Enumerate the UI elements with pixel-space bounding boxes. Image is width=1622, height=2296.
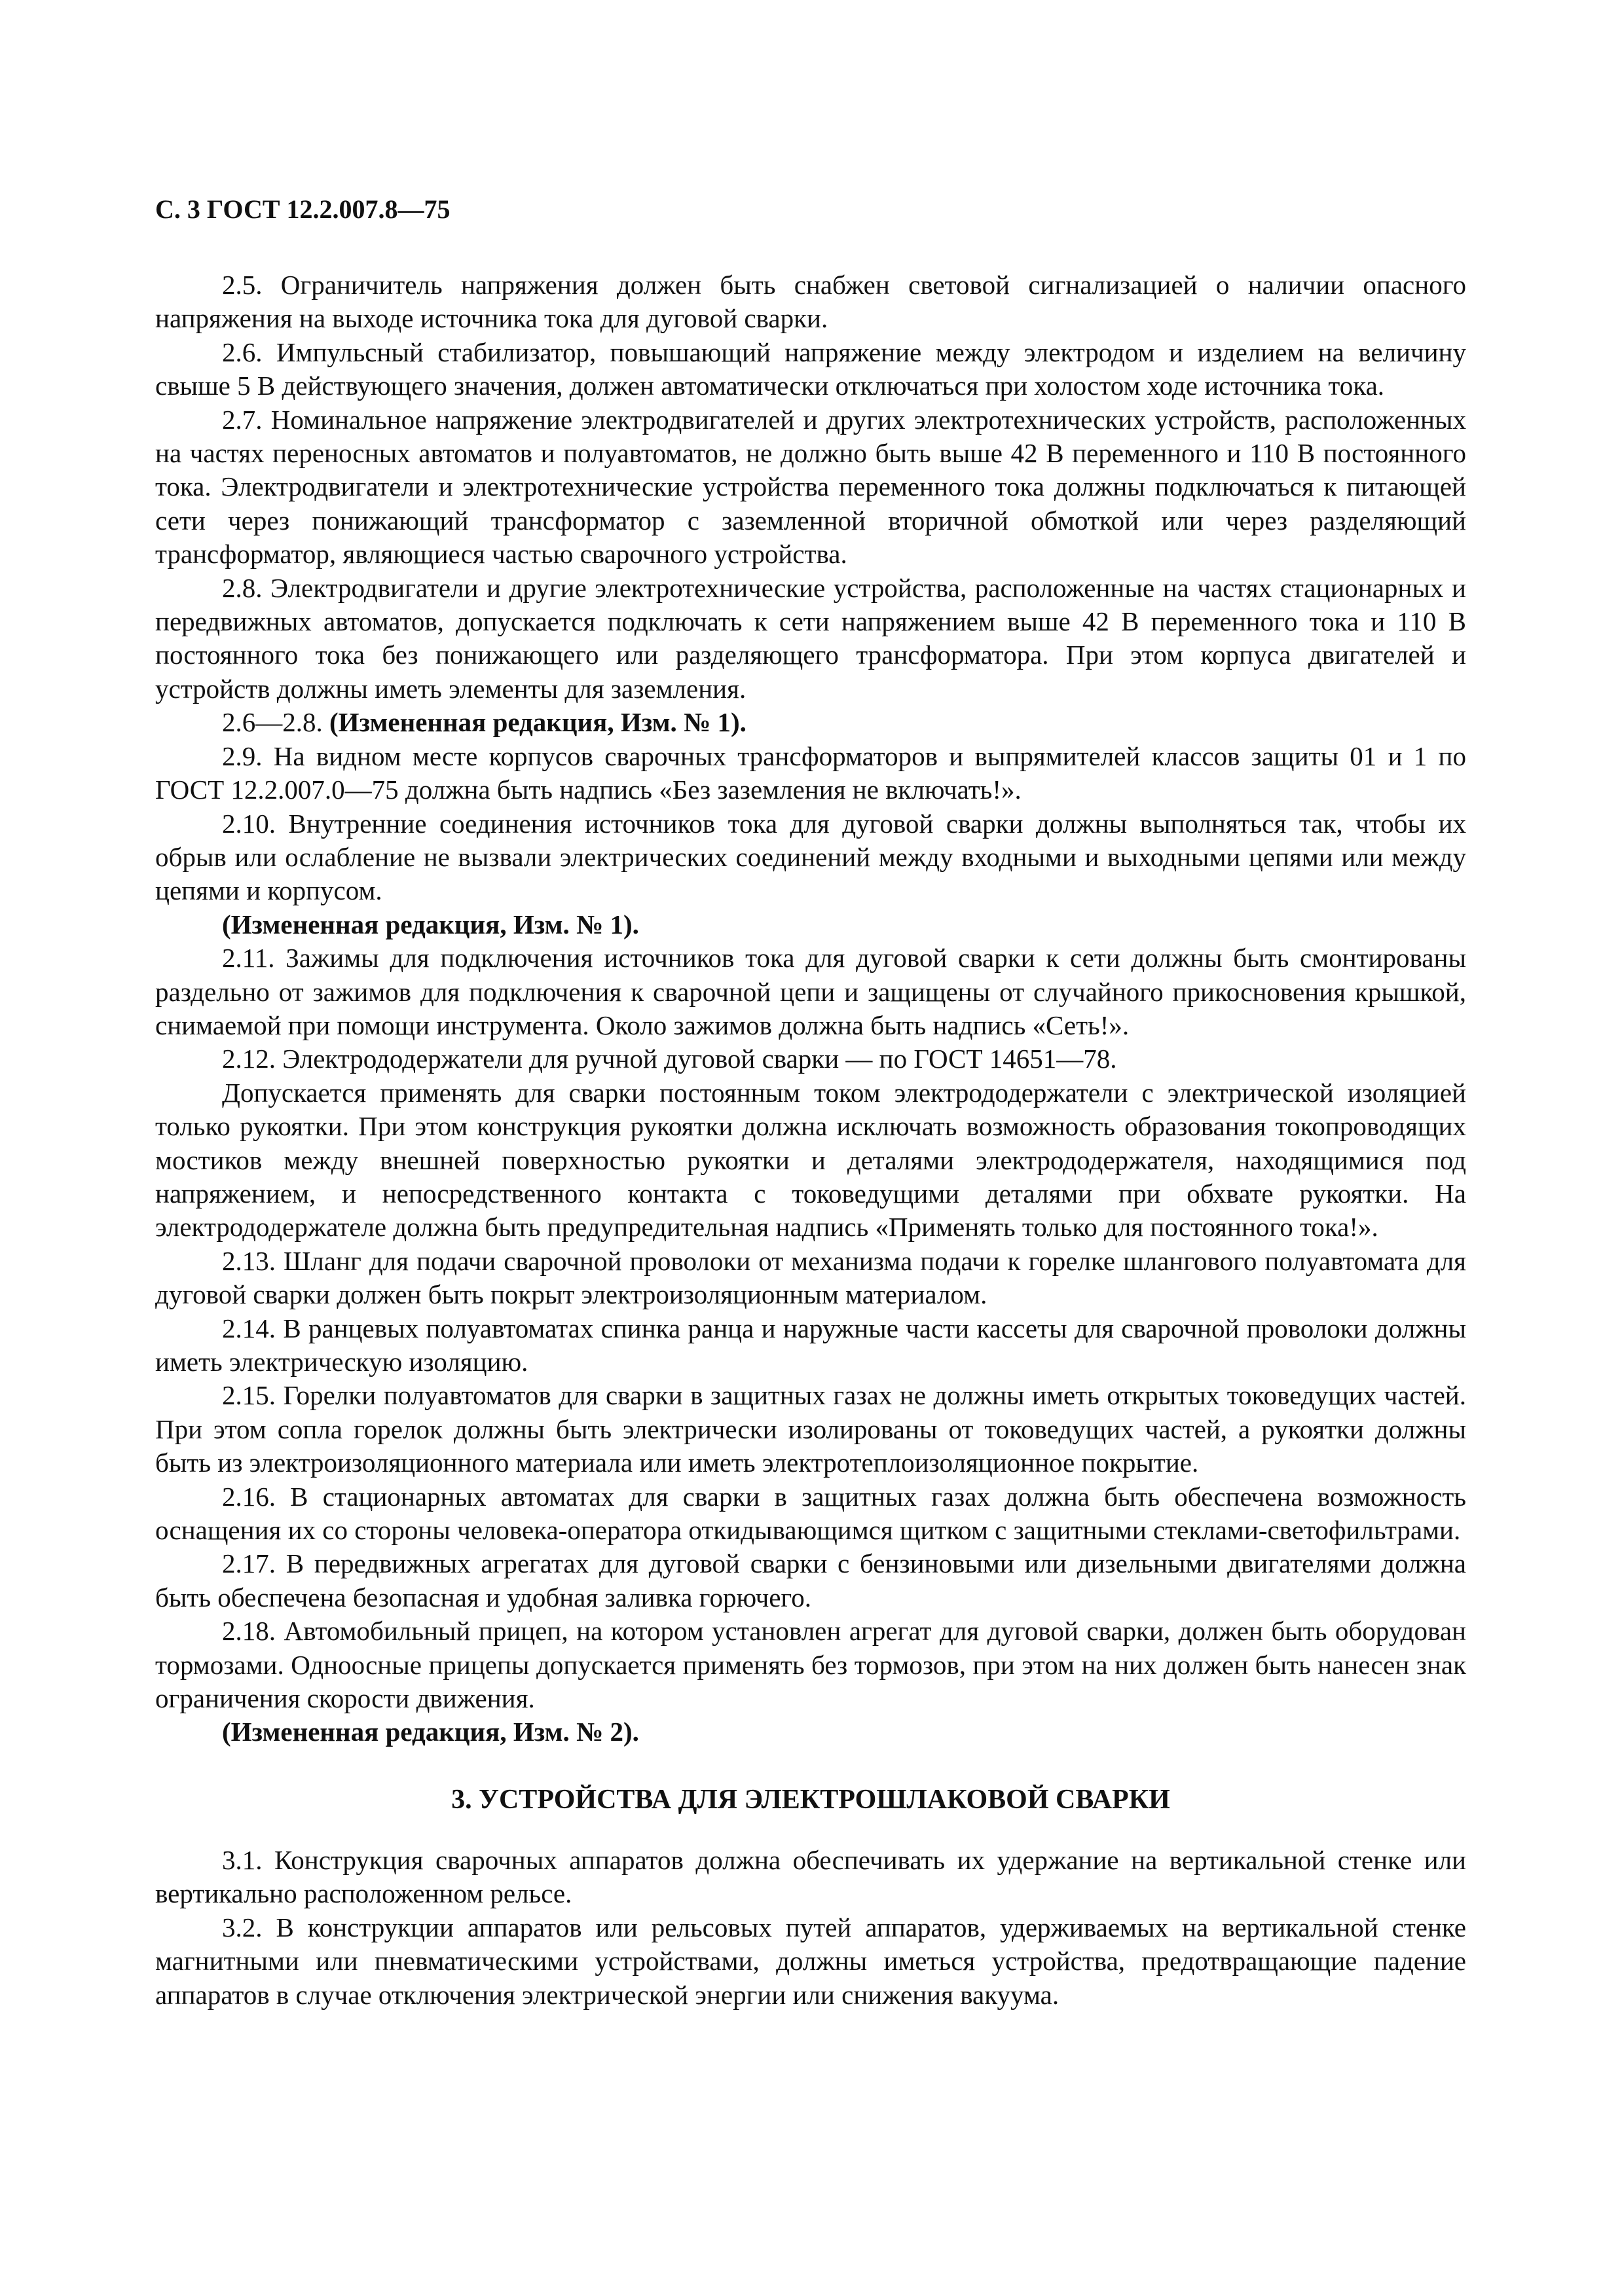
paragraph: 2.12. Электрододержатели для ручной дуговой сварки — по ГОСТ 14651—78.	[222, 1044, 1117, 1074]
revision-note: 2.6—2.8. (Измененная редакция, Изм. № 1).	[222, 707, 746, 738]
paragraph: 2.10. Внутренние соединения источников тока для дуговой сварки должны выполняться так, чтобы их обрыв или ослабление не вызвали электрических соединений между входными и выходными цепями или между цепями и корпусом.	[155, 808, 1466, 906]
paragraph: 2.6. Импульсный стабилизатор, повышающий напряжение между электродом и изделием на величину свыше 5 В действующего значения, должен автоматически отключаться при холостом ходе источника тока.	[155, 337, 1466, 401]
paragraph: 2.14. В ранцевых полуавтоматах спинка ранца и наружные части кассеты для сварочной проволоки должны иметь электрическую изоляцию.	[155, 1313, 1466, 1377]
paragraph: 2.8. Электродвигатели и другие электротехнические устройства, расположенные на частях стационарных и передвижных автоматов, допускается подключать к сети напряжением выше 42 В переменного тока и 110 В постоянного тока без понижающего или разделяющего трансформатора. При этом корпуса двигателей и устройств должны иметь элементы для заземления.	[155, 572, 1466, 704]
paragraph: 3.1. Конструкция сварочных аппаратов должна обеспечивать их удержание на вертикальной стенке или вертикально расположенном рельсе.	[155, 1844, 1466, 1909]
revision-note: (Измененная редакция, Изм. № 2).	[222, 1717, 639, 1747]
paragraph: 2.16. В стационарных автоматах для сварки в защитных газах должна быть обеспечена возможность оснащения их со стороны человека-оператора откидывающимся щитком с защитными стеклами-светофильтрами.	[155, 1481, 1466, 1546]
page-header: С. 3 ГОСТ 12.2.007.8—75	[155, 194, 451, 224]
paragraph: Допускается применять для сварки постоянным током электрододержатели с электрической изоляцией только рукоятки. При этом конструкция рукоятки должна исключать возможность образования токопроводящих мостиков между внешней поверхностью рукоятки и деталями электрододержателя, находящимися под напряжением, и непосредственного контакта с токоведущими деталями при обхвате рукоятки. На электрододержателе должна быть предупредительная надпись «Применять только для постоянного тока!».	[155, 1077, 1466, 1243]
paragraph: 2.7. Номинальное напряжение электродвигателей и других электротехнических устройств, расположенных на частях переносных автоматов и полуавтоматов, не должно быть выше 42 В переменного и 110 В постоянного тока. Электродвигатели и электротехнические устройства переменного тока должны подключаться к питающей сети через понижающий трансформатор с заземленной вторичной обмоткой или через разделяющий трансформатор, являющиеся частью сварочного устройства.	[155, 404, 1466, 570]
paragraph: 2.9. На видном месте корпусов сварочных трансформаторов и выпрямителей классов защиты 01 и 1 по ГОСТ 12.2.007.0—75 должна быть надпись «Без заземления не включать!».	[155, 740, 1466, 805]
paragraph: 2.13. Шланг для подачи сварочной проволоки от механизма подачи к горелке шлангового полуавтомата для дуговой сварки должен быть покрыт электроизоляционным материалом.	[155, 1245, 1466, 1310]
section-title: 3. УСТРОЙСТВА ДЛЯ ЭЛЕКТРОШЛАКОВОЙ СВАРКИ	[451, 1784, 1170, 1815]
paragraph: 3.2. В конструкции аппаратов или рельсовых путей аппаратов, удерживаемых на вертикальной стенке магнитными или пневматическими устройствами, должны иметься устройства, предотвращающие падение аппаратов в случае отключения электрической энергии или снижения вакуума.	[155, 1912, 1466, 2010]
revision-note: (Измененная редакция, Изм. № 1).	[222, 909, 639, 939]
paragraph: 2.11. Зажимы для подключения источников тока для дуговой сварки к сети должны быть смонтированы раздельно от зажимов для подключения к сварочной цепи и защищены от случайного прикосновения крышкой, снимаемой при помощи инструмента. Около зажимов должна быть надпись «Сеть!».	[155, 943, 1466, 1040]
paragraph: 2.5. Ограничитель напряжения должен быть снабжен световой сигнализацией о наличии опасного напряжения на выходе источника тока для дуговой сварки.	[155, 270, 1466, 334]
document-body	[155, 268, 1466, 2012]
paragraph: 2.18. Автомобильный прицеп, на котором установлен агрегат для дуговой сварки, должен быть оборудован тормозами. Одноосные прицепы допускается применять без тормозов, при этом на них должен быть нанесен знак ограничения скорости движения.	[155, 1616, 1466, 1714]
paragraph: 2.17. В передвижных агрегатах для дуговой сварки с бензиновыми или дизельными двигателями должна быть обеспечена безопасная и удобная заливка горючего.	[155, 1548, 1466, 1613]
paragraph: 2.15. Горелки полуавтоматов для сварки в защитных газах не должны иметь открытых токоведущих частей. При этом сопла горелок должны быть электрически изолированы от токоведущих частей, а рукоятки должны быть из электроизоляционного материала или иметь электротеплоизоляционное покрытие.	[155, 1380, 1466, 1478]
